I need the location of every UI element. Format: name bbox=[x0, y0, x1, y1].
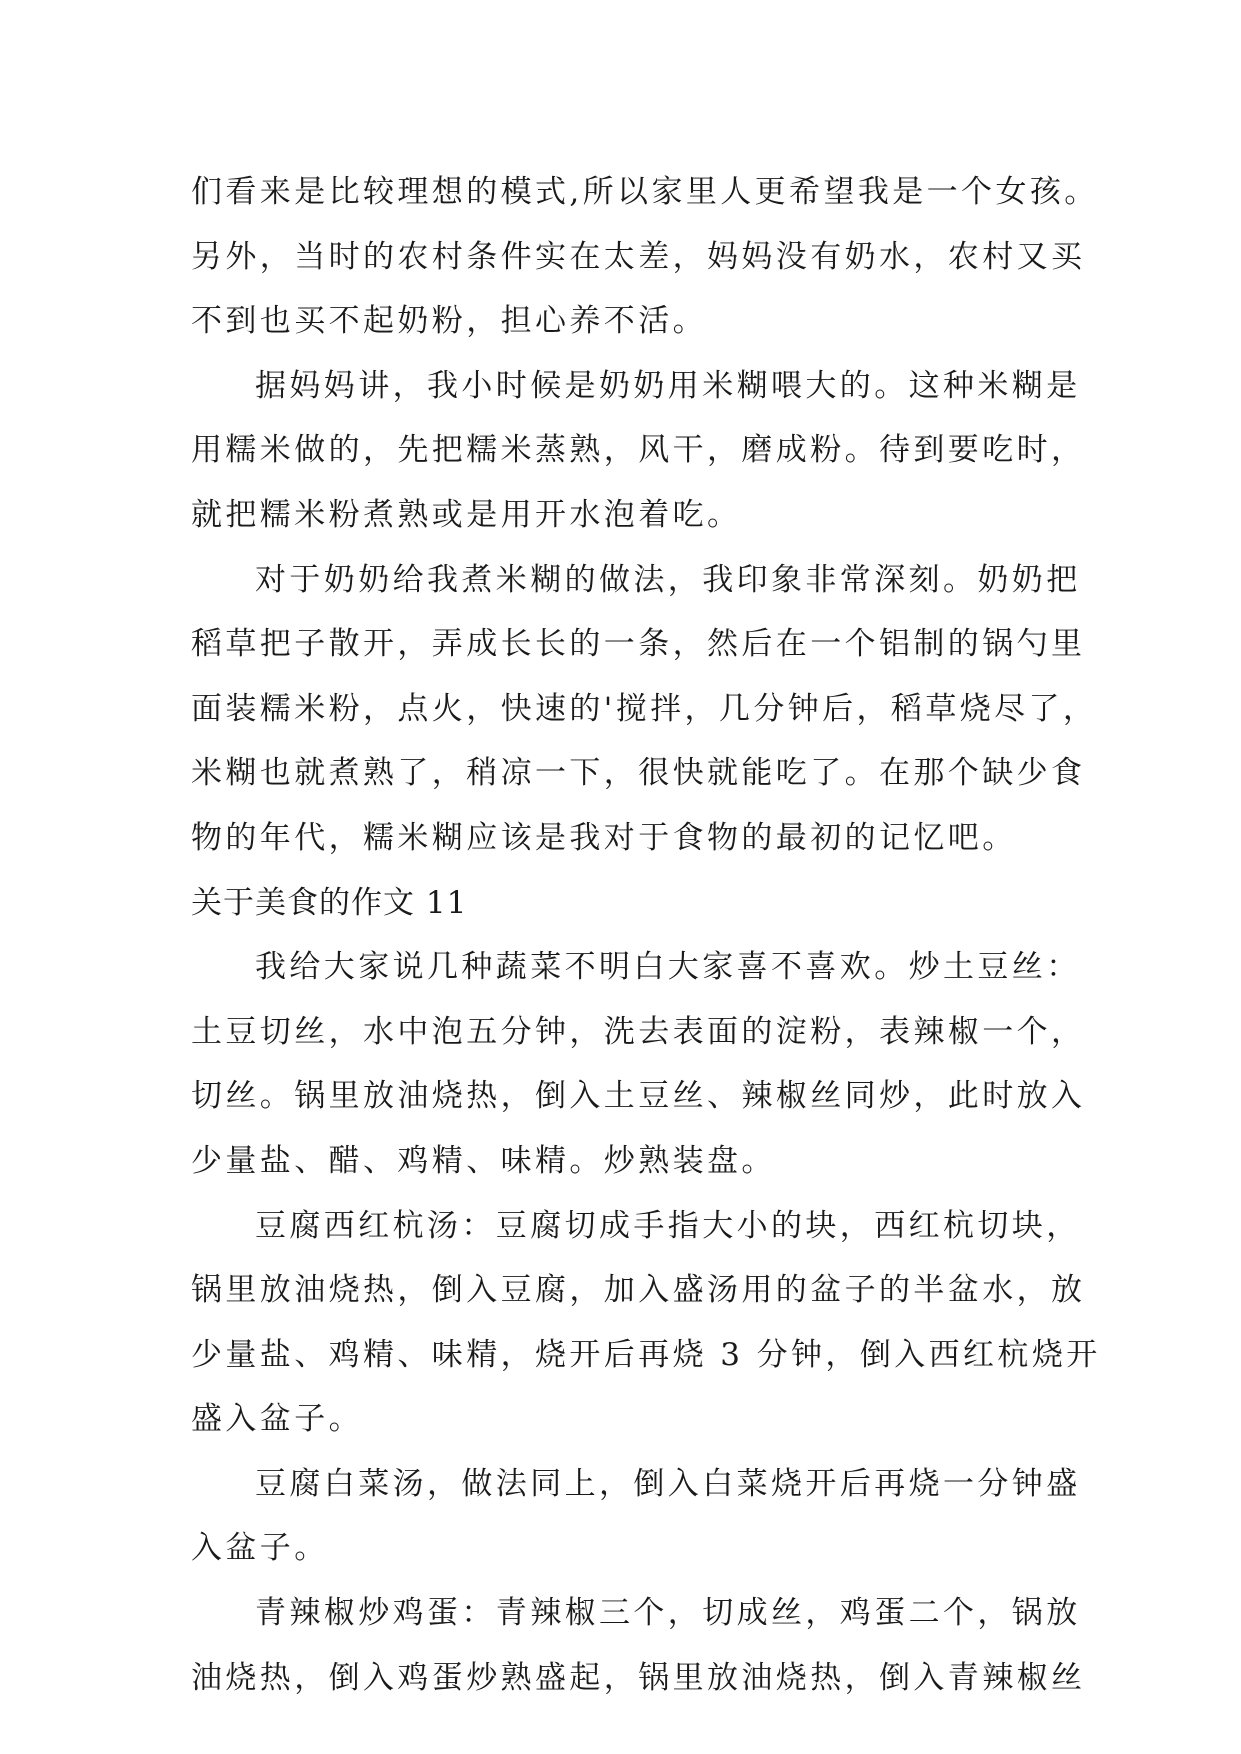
text-line: 少量盐、醋、鸡精、味精。炒熟装盘。 bbox=[191, 1142, 776, 1179]
text-line: 另外，当时的农村条件实在太差，妈妈没有奶水，农村又买 bbox=[191, 238, 1086, 275]
document-body bbox=[191, 160, 1101, 1710]
paragraph-start-line: 对于奶奶给我煮米糊的做法，我印象非常深刻。奶奶把 bbox=[255, 561, 1081, 598]
paragraph-start-line: 豆腐西红杭汤：豆腐切成手指大小的块，西红杭切块， bbox=[255, 1207, 1081, 1244]
text-line: 入盆子。 bbox=[191, 1530, 329, 1567]
section-heading: 关于美食的作文 11 bbox=[191, 884, 468, 921]
text-line: 油烧热，倒入鸡蛋炒熟盛起，锅里放油烧热，倒入青辣椒丝 bbox=[191, 1659, 1086, 1696]
text-line: 们看来是比较理想的模式,所以家里人更希望我是一个女孩。 bbox=[191, 174, 1099, 210]
text-line: 切丝。锅里放油烧热，倒入土豆丝、辣椒丝同炒，此时放入 bbox=[191, 1078, 1086, 1115]
text-line: 锅里放油烧热，倒入豆腐，加入盛汤用的盆子的半盆水，放 bbox=[191, 1272, 1086, 1309]
text-line: 就把糯米粉煮熟或是用开水泡着吃。 bbox=[191, 496, 742, 533]
text-line: 盛入盆子。 bbox=[191, 1401, 363, 1438]
paragraph-start-line: 我给大家说几种蔬菜不明白大家喜不喜欢。炒土豆丝： bbox=[255, 949, 1081, 986]
paragraph-start-line: 青辣椒炒鸡蛋：青辣椒三个，切成丝，鸡蛋二个，锅放 bbox=[255, 1595, 1081, 1632]
text-line: 稻草把子散开，弄成长长的一条，然后在一个铝制的锅勺里 bbox=[191, 626, 1086, 663]
text-line: 米糊也就煮熟了，稍凉一下，很快就能吃了。在那个缺少食 bbox=[191, 755, 1086, 792]
text-line: 不到也买不起奶粉，担心养不活。 bbox=[191, 303, 707, 340]
paragraph-start-line: 据妈妈讲，我小时候是奶奶用米糊喂大的。这种米糊是 bbox=[255, 367, 1081, 404]
text-line: 少量盐、鸡精、味精，烧开后再烧 3 分钟，倒入西红杭烧开 bbox=[191, 1336, 1101, 1373]
paragraph-start-line: 豆腐白菜汤，做法同上，倒入白菜烧开后再烧一分钟盛 bbox=[255, 1465, 1081, 1502]
text-line: 物的年代，糯米糊应该是我对于食物的最初的记忆吧。 bbox=[191, 819, 1017, 856]
text-line: 用糯米做的，先把糯米蒸熟，风干，磨成粉。待到要吃时， bbox=[191, 432, 1086, 469]
text-line: 土豆切丝，水中泡五分钟，洗去表面的淀粉，表辣椒一个， bbox=[191, 1013, 1086, 1050]
text-line: 面装糯米粉，点火，快速的'搅拌，几分钟后，稻草烧尽了， bbox=[191, 690, 1098, 727]
